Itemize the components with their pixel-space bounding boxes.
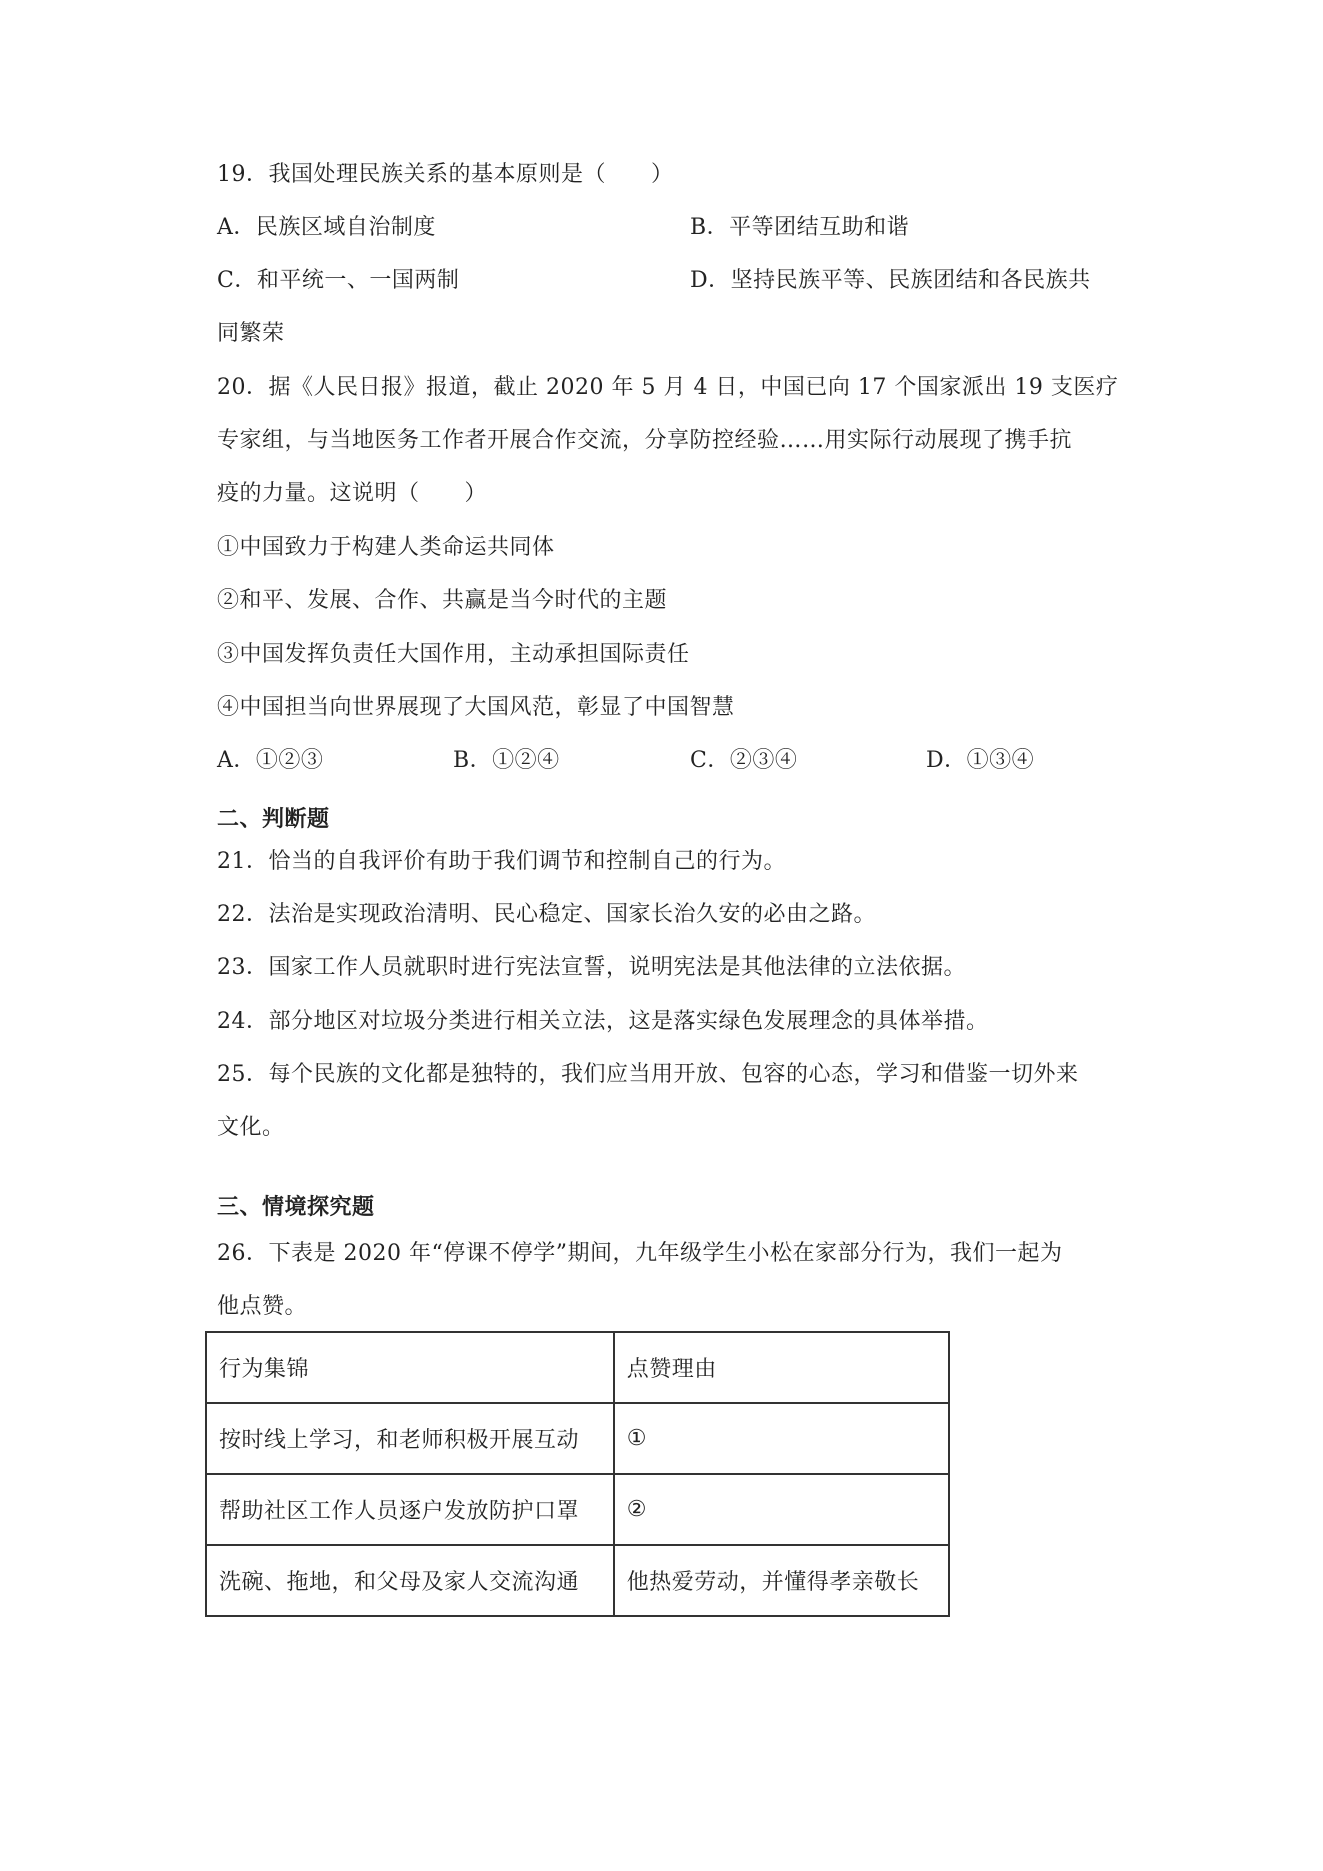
- q20-statement-2: ②和平、发展、合作、共赢是当今时代的主题: [217, 588, 668, 613]
- table-cell-reason: ①: [614, 1403, 949, 1474]
- q20-statement-4: ④中国担当向世界展现了大国风范，彰显了中国智慧: [217, 695, 735, 720]
- q26-stem-line-1: 26．下表是 2020 年“停课不停学”期间，九年级学生小松在家部分行为，我们一起为: [217, 1241, 1063, 1266]
- table-header-cell: 点赞理由: [614, 1332, 949, 1403]
- section-2-title: 二、判断题: [217, 807, 330, 832]
- table-header-cell: 行为集锦: [206, 1332, 614, 1403]
- q26-stem-line-2: 他点赞。: [217, 1294, 308, 1319]
- table-cell-behavior: 按时线上学习，和老师积极开展互动: [206, 1403, 614, 1474]
- q20-stem-line-2: 专家组，与当地医务工作者开展合作交流，分享防控经验……用实际行动展现了携手抗: [217, 428, 1073, 453]
- q20-stem-line-1: 20．据《人民日报》报道，截止 2020 年 5 月 4 日，中国已向 17 个国家派出 19 支医疗: [217, 375, 1119, 400]
- q24-item: 24．部分地区对垃圾分类进行相关立法，这是落实绿色发展理念的具体举措。: [217, 1009, 989, 1034]
- q25-item: 25．每个民族的文化都是独特的，我们应当用开放、包容的心态，学习和借鉴一切外来: [217, 1062, 1079, 1087]
- q19-option-c: C．和平统一、一国两制: [217, 268, 460, 293]
- table-cell-behavior: 洗碗、拖地，和父母及家人交流沟通: [206, 1545, 614, 1616]
- section-3-title: 三、情境探究题: [217, 1195, 375, 1220]
- q20-option-b: B．①②④: [453, 748, 560, 773]
- q20-statement-3: ③中国发挥负责任大国作用，主动承担国际责任: [217, 642, 690, 667]
- table-header-row: [206, 1332, 949, 1403]
- q20-option-c: C．②③④: [690, 748, 798, 773]
- q22-item: 22．法治是实现政治清明、民心稳定、国家长治久安的必由之路。: [217, 902, 876, 927]
- q20-statement-1: ①中国致力于构建人类命运共同体: [217, 535, 555, 560]
- q19-option-a: A．民族区域自治制度: [217, 215, 436, 240]
- q21-item: 21．恰当的自我评价有助于我们调节和控制自己的行为。: [217, 849, 786, 874]
- q19-option-d: D．坚持民族平等、民族团结和各民族共: [690, 268, 1091, 293]
- behavior-praise-table: [205, 1331, 950, 1617]
- q20-stem-line-3: 疫的力量。这说明（ ）: [217, 481, 488, 506]
- q19-option-b: B．平等团结互助和谐: [690, 215, 910, 240]
- q19-stem: 19．我国处理民族关系的基本原则是（ ）: [217, 162, 674, 187]
- q20-option-d: D．①③④: [926, 748, 1035, 773]
- table-cell-reason: ②: [614, 1474, 949, 1545]
- q25-item-continued: 文化。: [217, 1115, 285, 1140]
- table-row: [206, 1474, 949, 1545]
- q20-option-a: A．①②③: [217, 748, 324, 773]
- table-row: [206, 1403, 949, 1474]
- table-cell-behavior: 帮助社区工作人员逐户发放防护口罩: [206, 1474, 614, 1545]
- table-cell-reason: 他热爱劳动，并懂得孝亲敬长: [614, 1545, 949, 1616]
- q23-item: 23．国家工作人员就职时进行宪法宣誓，说明宪法是其他法律的立法依据。: [217, 955, 966, 980]
- q19-option-d-continued: 同繁荣: [217, 321, 285, 346]
- table-row: [206, 1545, 949, 1616]
